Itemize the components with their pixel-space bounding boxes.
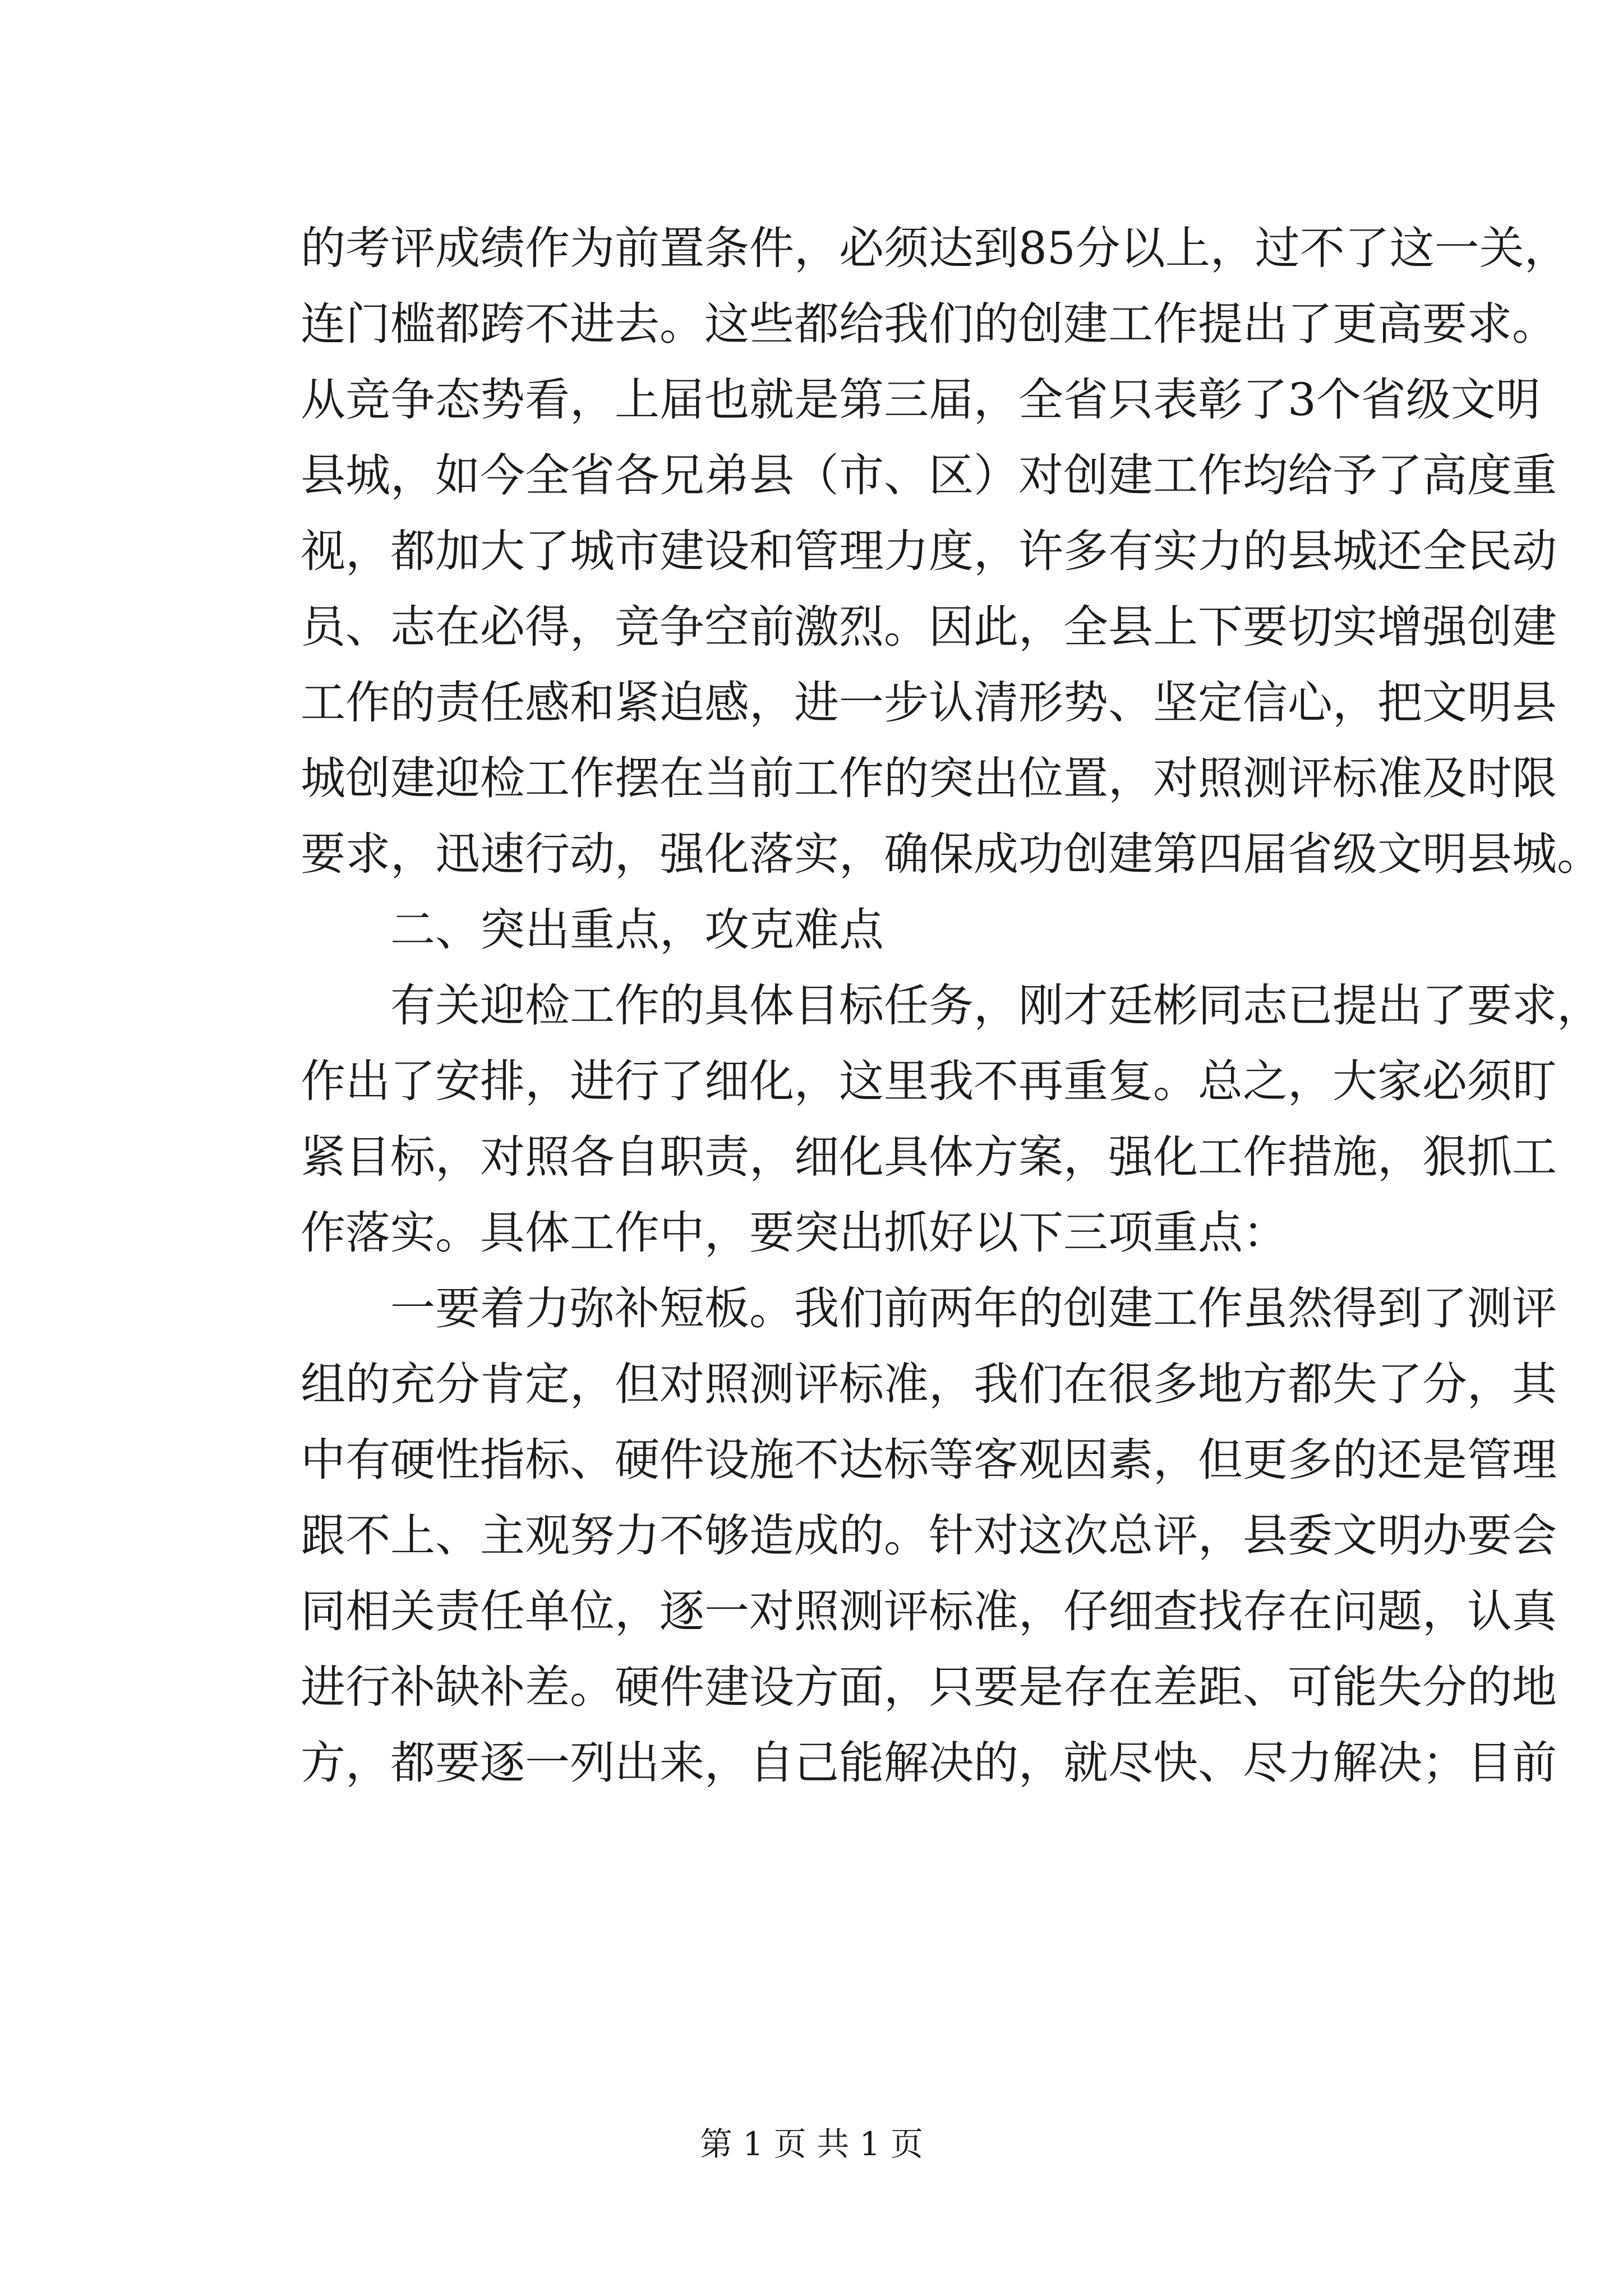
body-line: 视，都加大了城市建设和管理力度，许多有实力的县城还全民动 (301, 525, 1557, 577)
body-line: 作出了安排，进行了细化，这里我不再重复。总之，大家必须盯 (301, 1055, 1557, 1107)
body-line: 紧目标，对照各自职责，细化具体方案，强化工作措施，狠抓工 (301, 1131, 1557, 1183)
body-line: 从竞争态势看，上届也就是第三届，全省只表彰了3个省级文明 (301, 374, 1541, 426)
body-line: 县城，如今全省各兄弟县（市、区）对创建工作均给予了高度重 (301, 449, 1557, 501)
body-line: 组的充分肯定，但对照测评标准，我们在很多地方都失了分，其 (301, 1358, 1557, 1410)
body-line: 要求，迅速行动，强化落实，确保成功创建第四届省级文明县城。 (301, 828, 1602, 880)
body-line: 中有硬性指标、硬件设施不达标等客观因素，但更多的还是管理 (301, 1434, 1557, 1486)
body-line: 跟不上、主观努力不够造成的。针对这次总评，县委文明办要会 (301, 1510, 1557, 1562)
body-line: 方，都要逐一列出来，自己能解决的，就尽快、尽力解决；目前 (301, 1737, 1557, 1789)
paragraph-last-line: 作落实。具体工作中，要突出抓好以下三项重点： (301, 1207, 1288, 1259)
document-body (301, 210, 1602, 1801)
body-line: 的考评成绩作为前置条件，必须达到85分以上，过不了这一关， (301, 222, 1569, 274)
paragraph-first-line: 有关迎检工作的具体目标任务，刚才廷彬同志已提出了要求， (390, 979, 1602, 1032)
body-line: 城创建迎检工作摆在当前工作的突出位置，对照测评标准及时限 (301, 752, 1557, 804)
page-footer (0, 2118, 1623, 2165)
section-heading: 二、突出重点，攻克难点 (390, 904, 884, 956)
body-line: 员、志在必得，竞争空前激烈。因此，全县上下要切实增强创建 (301, 601, 1557, 653)
body-line: 进行补缺补差。硬件建设方面，只要是存在差距、可能失分的地 (301, 1661, 1557, 1713)
body-line: 同相关责任单位，逐一对照测评标准，仔细查找存在问题，认真 (301, 1585, 1557, 1637)
body-line: 工作的责任感和紧迫感，进一步认清形势、坚定信心，把文明县 (301, 677, 1557, 729)
paragraph-first-line: 一要着力弥补短板。我们前两年的创建工作虽然得到了测评 (390, 1282, 1557, 1335)
body-line: 连门槛都跨不进去。这些都给我们的创建工作提出了更高要求。 (301, 298, 1557, 350)
page-number-label: 第 1 页 共 1 页 (700, 2125, 923, 2163)
